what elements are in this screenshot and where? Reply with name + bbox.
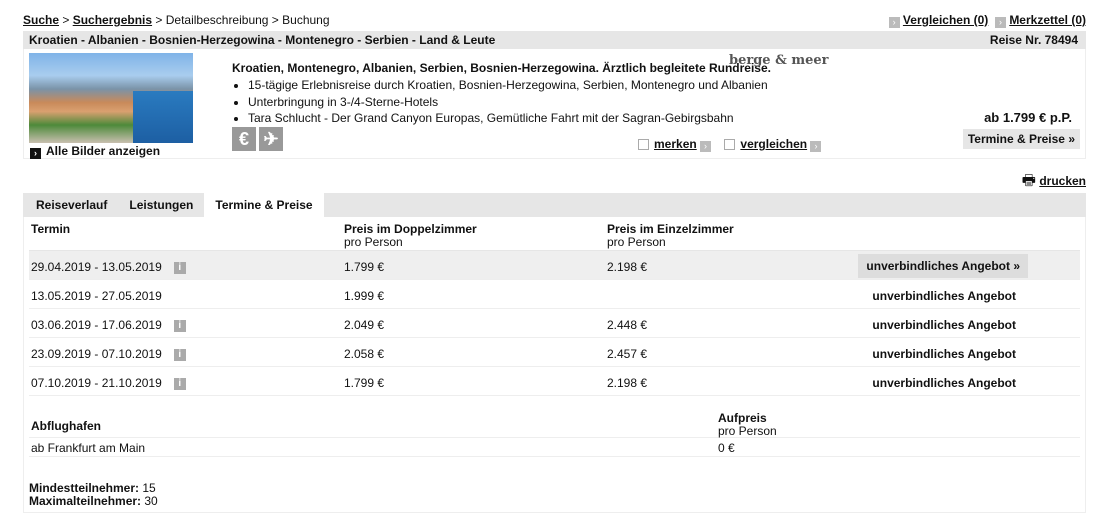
breadcrumb-suchergebnis[interactable]: Suchergebnis	[72, 13, 153, 27]
max-value: 30	[141, 494, 158, 508]
printer-icon: 🖶	[1021, 172, 1036, 189]
price-ez: 2.198 €	[607, 376, 648, 390]
table-header	[29, 217, 1080, 251]
max-label: Maximalteilnehmer:	[29, 494, 142, 508]
compare-link[interactable]: Vergleichen (0)	[902, 13, 989, 27]
col-ez-label: Preis im Einzelzimmer	[607, 222, 734, 236]
tab-leistungen[interactable]: Leistungen	[129, 198, 194, 212]
offer-button[interactable]: unverbindliches Angebot	[872, 376, 1016, 390]
termin-dates: 03.06.2019 - 17.06.2019	[31, 318, 162, 332]
offer-button[interactable]: unverbindliches Angebot	[872, 318, 1016, 332]
vergleichen-checkbox[interactable]	[724, 139, 735, 150]
all-images-label: Alle Bilder anzeigen	[46, 144, 161, 158]
breadcrumb-sep: >	[59, 13, 73, 27]
arrow-right-icon: ›	[889, 17, 900, 28]
termin-dates: 13.05.2019 - 27.05.2019	[31, 289, 162, 303]
offer-button[interactable]: unverbindliches Angebot »	[858, 254, 1028, 278]
trip-headline: Kroatien, Montenegro, Albanien, Serbien, Bosnien-Herzegowina. Ärztlich begleitete Rundreise.	[232, 61, 771, 75]
vergleichen-link[interactable]: vergleichen	[740, 137, 808, 151]
price-ez: 2.457 €	[607, 347, 648, 361]
price-ez: 2.448 €	[607, 318, 648, 332]
surcharge: 0 €	[718, 441, 735, 455]
table-row	[29, 338, 1080, 367]
price-dz: 1.799 €	[344, 260, 385, 274]
offer-button[interactable]: unverbindliches Angebot	[872, 347, 1016, 361]
bullet: • Unterbringung in 3-/4-Sterne-Hotels	[248, 94, 792, 111]
flight-header	[29, 404, 1080, 438]
col-ez	[607, 223, 734, 249]
flight-row	[29, 439, 1080, 457]
trip-photo[interactable]	[29, 53, 193, 143]
offer-button[interactable]: unverbindliches Angebot	[872, 289, 1016, 303]
bullet: • 15-tägige Erlebnisreise durch Kroatien, Bosnien-Herzegowina, Serbien, Montenegro und Albanien	[248, 77, 792, 94]
print-label[interactable]: drucken	[1039, 174, 1086, 188]
col-termin: Termin	[31, 222, 71, 236]
watchlist-link[interactable]: Merkzettel (0)	[1009, 13, 1086, 27]
termin	[31, 318, 186, 332]
price-dz: 1.799 €	[344, 376, 385, 390]
info-icon[interactable]: i	[174, 320, 186, 332]
breadcrumb-suche[interactable]: Suche	[23, 13, 60, 27]
arrow-right-icon: ›	[995, 17, 1006, 28]
info-icon[interactable]: i	[174, 378, 186, 390]
participants	[29, 482, 158, 508]
table-row	[29, 309, 1080, 338]
termin	[31, 347, 186, 361]
tab-bar	[23, 193, 1086, 217]
arrow-right-icon: ›	[810, 141, 821, 152]
trip-title-bar	[23, 31, 1086, 49]
breadcrumb	[23, 13, 330, 27]
table-row	[29, 280, 1080, 309]
termin-dates: 23.09.2019 - 07.10.2019	[31, 347, 162, 361]
print-link[interactable]	[1022, 170, 1086, 195]
dates-table	[23, 217, 1086, 513]
price-dz: 2.058 €	[344, 347, 385, 361]
price-ez: 2.198 €	[607, 260, 648, 274]
tab-termine-preise[interactable]: Termine & Preise	[204, 193, 323, 218]
col-dz	[344, 223, 477, 249]
price-from: ab 1.799 € p.P.	[984, 110, 1072, 125]
surcharge-sub: pro Person	[718, 424, 777, 438]
airport-header: Abflughafen	[31, 419, 101, 433]
col-sub: pro Person	[607, 235, 666, 249]
termin-dates: 07.10.2019 - 21.10.2019	[31, 376, 162, 390]
trip-description	[232, 61, 792, 127]
airport: ab Frankfurt am Main	[31, 441, 146, 455]
price-dz: 2.049 €	[344, 318, 385, 332]
merken-checkbox[interactable]	[638, 139, 649, 150]
surcharge-header	[718, 412, 777, 438]
min-label: Mindestteilnehmer:	[29, 481, 140, 495]
termin	[31, 289, 162, 303]
termin-dates: 29.04.2019 - 13.05.2019	[31, 260, 162, 274]
info-icon[interactable]: i	[174, 262, 186, 274]
col-dz-label: Preis im Doppelzimmer	[344, 222, 477, 236]
dates-prices-button[interactable]: Termine & Preise »	[963, 129, 1080, 149]
trip-detail	[23, 49, 1086, 159]
top-links	[889, 13, 1086, 28]
all-images-link[interactable]	[30, 144, 160, 159]
trip-title: Kroatien - Albanien - Bosnien-Herzegowina - Montenegro - Serbien - Land & Leute	[29, 33, 496, 47]
termin	[31, 376, 186, 390]
min-value: 15	[139, 481, 156, 495]
surcharge-label: Aufpreis	[718, 411, 767, 425]
col-sub: pro Person	[344, 235, 403, 249]
termin	[31, 260, 186, 274]
merken-link[interactable]: merken	[654, 137, 697, 151]
table-row	[29, 367, 1080, 396]
info-icon[interactable]: i	[174, 349, 186, 361]
trip-number: Reise Nr. 78494	[989, 33, 1078, 47]
price-dz: 1.999 €	[344, 289, 385, 303]
arrow-right-icon: ›	[700, 141, 711, 152]
bullet: • Tara Schlucht - Der Grand Canyon Europas, Gemütliche Fahrt mit der Sagran-Gebirgsbahn	[248, 110, 792, 127]
operator-logo: berge & meer	[729, 53, 829, 68]
airplane-icon: ✈	[259, 127, 283, 151]
euro-icon: €	[232, 127, 256, 151]
arrow-right-icon: ›	[30, 148, 41, 159]
table-row	[29, 251, 1080, 280]
breadcrumb-rest: > Detailbeschreibung > Buchung	[152, 13, 330, 27]
tab-reiseverlauf[interactable]: Reiseverlauf	[36, 198, 108, 212]
